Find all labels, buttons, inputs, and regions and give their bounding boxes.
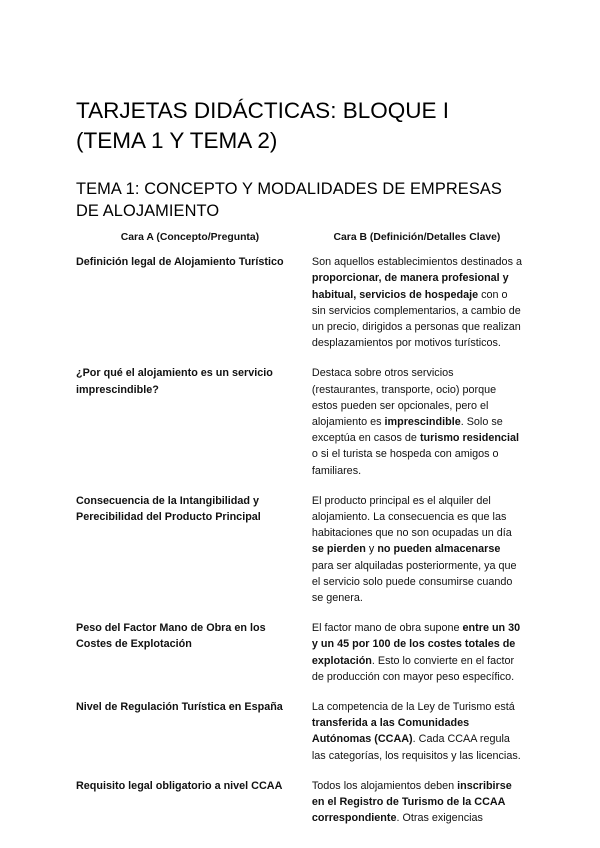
card-side-b <box>308 620 526 699</box>
table-row <box>72 620 526 699</box>
text-segment: La competencia de la Ley de Turismo está <box>311 701 515 714</box>
section-title-line-1: TEMA 1: CONCEPTO Y MODALIDADES DE EMPRESAS <box>76 180 502 198</box>
card-side-b <box>308 493 526 620</box>
flashcards-table <box>72 226 526 841</box>
bold-text-segment: imprescindible <box>384 416 461 429</box>
document-title-line-1: TARJETAS DIDÁCTICAS: BLOQUE I <box>76 98 449 123</box>
card-side-a: Requisito legal obligatorio a nivel CCAA <box>76 779 283 792</box>
card-side-b <box>308 365 526 492</box>
table-row <box>72 699 526 778</box>
document-title-line-2: (TEMA 1 Y TEMA 2) <box>76 128 278 153</box>
column-header-side-a: Cara A (Concepto/Pregunta) <box>120 232 260 243</box>
bold-text-segment: turismo residencial <box>419 432 519 445</box>
text-segment: . Esto lo convierte en el factor de producción con mayor peso específico. <box>311 654 515 683</box>
text-segment: . Solo se exceptúa en casos de <box>311 416 503 445</box>
table-header-row <box>72 226 526 254</box>
card-side-a: Nivel de Regulación Turística en España <box>76 701 283 714</box>
text-segment: Todos los alojamientos deben <box>311 779 458 792</box>
bold-text-segment: transferida a las Comunidades Autónomas (CCAA) <box>311 717 470 746</box>
text-segment: . Cada CCAA regula las categorías, los requisitos y las licencias. <box>311 733 521 762</box>
text-segment: Son aquellos establecimientos destinados a <box>311 256 522 269</box>
text-segment: El producto principal es el alquiler del alojamiento. La consecuencia es que las habitaciones que no son ocupadas un día <box>311 494 512 540</box>
text-segment: El factor mano de obra supone <box>311 622 463 635</box>
card-side-b <box>308 778 526 841</box>
section-title-line-2: DE ALOJAMIENTO <box>76 202 220 220</box>
card-side-a: ¿Por qué el alojamiento es un servicio imprescindible? <box>76 367 273 396</box>
table-row <box>72 254 526 365</box>
card-side-a: Definición legal de Alojamiento Turístico <box>76 256 284 269</box>
bold-text-segment: se pierden <box>311 543 366 556</box>
text-segment: o si el turista se hospeda con amigos o familiares. <box>311 448 499 477</box>
text-segment: y <box>365 543 378 556</box>
bold-text-segment: proporcionar, de manera profesional y habitual, servicios de hospedaje <box>311 272 509 301</box>
card-side-b <box>308 254 526 365</box>
text-segment: Destaca sobre otros servicios (restaurantes, transporte, ocio) porque estos pueden ser opcionales, pero el alojamiento es <box>311 367 497 429</box>
table-row <box>72 778 526 841</box>
bold-text-segment: no pueden almacenarse <box>377 543 501 556</box>
table-body <box>72 254 526 840</box>
column-header-side-b: Cara B (Definición/Detalles Clave) <box>333 232 501 243</box>
card-side-a: Consecuencia de la Intangibilidad y Perecibilidad del Producto Principal <box>76 494 261 524</box>
table-row <box>72 365 526 492</box>
card-side-b <box>308 699 526 778</box>
text-segment: . Otras exigencias <box>396 812 483 825</box>
bold-text-segment: inscribirse en el Registro de Turismo de la CCAA correspondiente <box>311 779 512 825</box>
text-segment: para ser alquiladas posteriormente, ya que el servicio solo puede consumirse cuando se genera. <box>311 559 517 605</box>
card-side-a: Peso del Factor Mano de Obra en los Costes de Explotación <box>76 622 266 651</box>
table-row <box>72 493 526 620</box>
bold-text-segment: entre un 30 y un 45 por 100 de los costes totales de explotación <box>311 622 521 667</box>
text-segment: con o sin servicios complementarios, a cambio de un precio, dirigidos a personas que realizan desplazamientos por motivos turísticos. <box>311 288 521 350</box>
section-title <box>76 178 546 222</box>
document-title <box>76 96 546 156</box>
